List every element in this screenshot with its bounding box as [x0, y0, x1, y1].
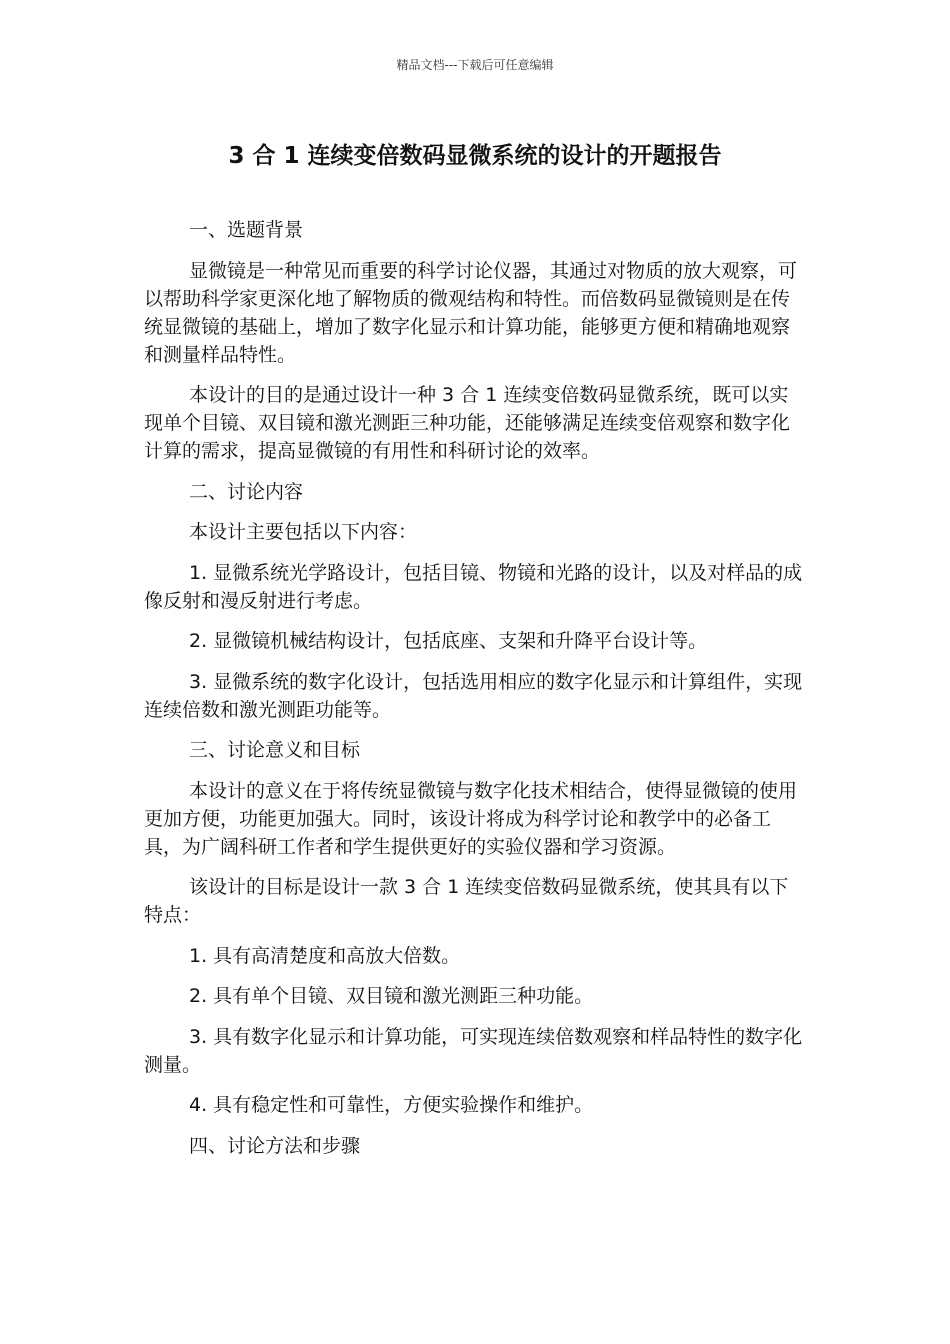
list-item: 3. 显微系统的数字化设计，包括选用相应的数字化显示和计算组件，实现连续倍数和激光测距功能等。	[144, 670, 803, 721]
paragraph: 本设计的意义在于将传统显微镜与数字化技术相结合，使得显微镜的使用更加方便，功能更加强大。同时，该设计将成为科学讨论和教学中的必备工具，为广阔科研工作者和学生提供更好的实验仪器和学习资源。	[144, 779, 798, 858]
page-header: 精品文档---下载后可任意编辑	[396, 58, 554, 72]
list-item: 1. 显微系统光学路设计，包括目镜、物镜和光路的设计，以及对样品的成像反射和漫反射进行考虑。	[144, 561, 803, 612]
section-heading-content: 二、讨论内容	[189, 480, 304, 503]
section-heading-methods: 四、讨论方法和步骤	[189, 1134, 361, 1157]
list-item: 2. 具有单个目镜、双目镜和激光测距三种功能。	[189, 985, 594, 1007]
list-item: 3. 具有数字化显示和计算功能，可实现连续倍数观察和样品特性的数字化测量。	[144, 1025, 803, 1076]
section-heading-significance: 三、讨论意义和目标	[189, 739, 361, 761]
paragraph: 显微镜是一种常见而重要的科学讨论仪器，其通过对物质的放大观察，可以帮助科学家更深化地了解物质的微观结构和特性。而倍数码显微镜则是在传统显微镜的基础上，增加了数字化显示和计算功能，能够更方便和精确地观察和测量样品特性。	[144, 259, 798, 366]
list-item: 1. 具有高清楚度和高放大倍数。	[189, 944, 461, 967]
list-item: 4. 具有稳定性和可靠性，方便实验操作和维护。	[189, 1094, 594, 1116]
paragraph: 本设计主要包括以下内容：	[189, 521, 418, 543]
document-title: 3 合 1 连续变倍数码显微系统的设计的开题报告	[228, 143, 722, 169]
paragraph: 该设计的目标是设计一款 3 合 1 连续变倍数码显微系统，使其具有以下特点：	[144, 876, 789, 926]
list-item: 2. 显微镜机械结构设计，包括底座、支架和升降平台设计等。	[189, 630, 708, 652]
document-body	[144, 216, 806, 1172]
section-heading-background: 一、选题背景	[189, 219, 304, 241]
paragraph: 本设计的目的是通过设计一种 3 合 1 连续变倍数码显微系统，既可以实现单个目镜、双目镜和激光测距三种功能，还能够满足连续变倍观察和数字化计算的需求，提高显微镜的有用性和科研讨论的效率。	[144, 384, 791, 462]
